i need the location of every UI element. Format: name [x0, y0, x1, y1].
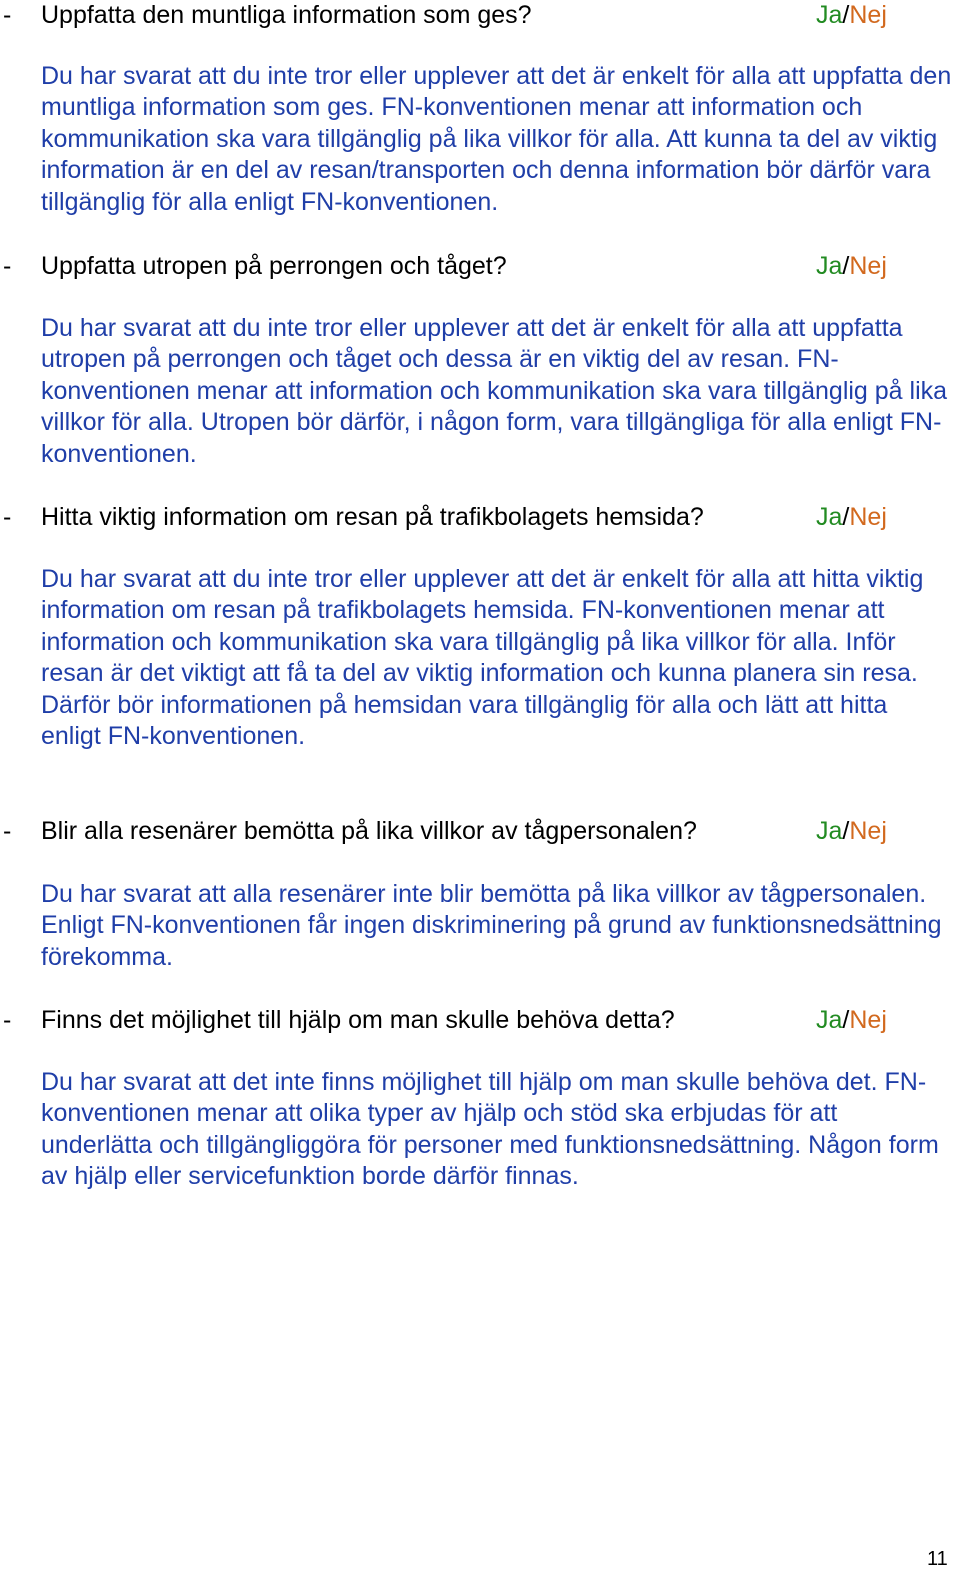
- yes-label: Ja: [816, 252, 843, 280]
- answer-paragraph: Du har svarat att du inte tror eller upplever att det är enkelt för alla att uppfatta den muntliga information som ges. FN-konventionen menar att information och kommunikation ska vara tillgänglig på lika villkor för alla. Att kunna ta del av viktig information är en del av resan/transporten och denna information bör därför vara tillgänglig för alla enligt FN-konventionen.: [41, 62, 952, 216]
- no-label: Nej: [849, 1006, 887, 1034]
- list-dash: -: [3, 1, 12, 29]
- list-dash: -: [3, 817, 12, 845]
- yes-no-separator: /: [842, 817, 850, 845]
- yes-label: Ja: [816, 1, 843, 29]
- yes-no-separator: /: [842, 1, 850, 29]
- yes-label: Ja: [816, 817, 843, 845]
- question-row: [0, 0, 960, 34]
- yes-no-separator: /: [842, 503, 850, 531]
- question-text: Blir alla resenärer bemötta på lika villkor av tågpersonalen?: [41, 817, 697, 845]
- question-text: Hitta viktig information om resan på trafikbolagets hemsida?: [41, 503, 704, 531]
- page-number: 11: [927, 1548, 948, 1570]
- list-dash: -: [3, 503, 12, 531]
- yes-no-indicator: [816, 0, 887, 31]
- answer-paragraph: Du har svarat att du inte tror eller upplever att det är enkelt för alla att hitta viktig information om resan på trafikbolagets hemsida. FN-konventionen menar att information och kommunikation ska vara tillgänglig på lika villkor för alla. Inför resan är det viktigt att få ta del av viktig information och kunna planera sin resa. Därför bör informationen på hemsidan vara tillgänglig för alla och lätt att hitta enligt FN-konventionen.: [41, 565, 924, 751]
- yes-no-separator: /: [842, 1006, 850, 1034]
- question-text: Uppfatta utropen på perrongen och tåget?: [41, 252, 507, 280]
- question-text: Uppfatta den muntliga information som ges?: [41, 1, 532, 29]
- yes-no-indicator: [816, 502, 887, 533]
- list-dash: -: [3, 252, 12, 280]
- yes-label: Ja: [816, 503, 843, 531]
- question-text: Finns det möjlighet till hjälp om man skulle behöva detta?: [41, 1006, 675, 1034]
- question-row: [0, 1005, 960, 1039]
- question-row: [0, 251, 960, 285]
- yes-no-indicator: [816, 816, 887, 847]
- yes-no-indicator: [816, 1005, 887, 1036]
- answer-paragraph: Du har svarat att alla resenärer inte blir bemötta på lika villkor av tågpersonalen. Enligt FN-konventionen får ingen diskriminering på grund av funktionsnedsättning förekomma.: [41, 880, 942, 971]
- yes-label: Ja: [816, 1006, 843, 1034]
- no-label: Nej: [849, 1, 887, 29]
- question-row: [0, 502, 960, 536]
- answer-paragraph: Du har svarat att det inte finns möjlighet till hjälp om man skulle behöva det. FN-konventionen menar att olika typer av hjälp och stöd ska erbjudas för att underlätta och tillgängliggöra för personer med funktionsnedsättning. Någon form av hjälp eller servicefunktion borde därför finnas.: [41, 1068, 939, 1191]
- list-dash: -: [3, 1006, 12, 1034]
- no-label: Nej: [849, 252, 887, 280]
- yes-no-separator: /: [842, 252, 850, 280]
- answer-paragraph: Du har svarat att du inte tror eller upplever att det är enkelt för alla att uppfatta utropen på perrongen och tåget och dessa är en viktig del av resan. FN-konventionen menar att information och kommunikation ska vara tillgänglig på lika villkor för alla. Utropen bör därför, i någon form, vara tillgängliga för alla enligt FN-konventionen.: [41, 314, 948, 468]
- yes-no-indicator: [816, 251, 887, 282]
- no-label: Nej: [849, 817, 887, 845]
- question-row: [0, 816, 960, 850]
- no-label: Nej: [849, 503, 887, 531]
